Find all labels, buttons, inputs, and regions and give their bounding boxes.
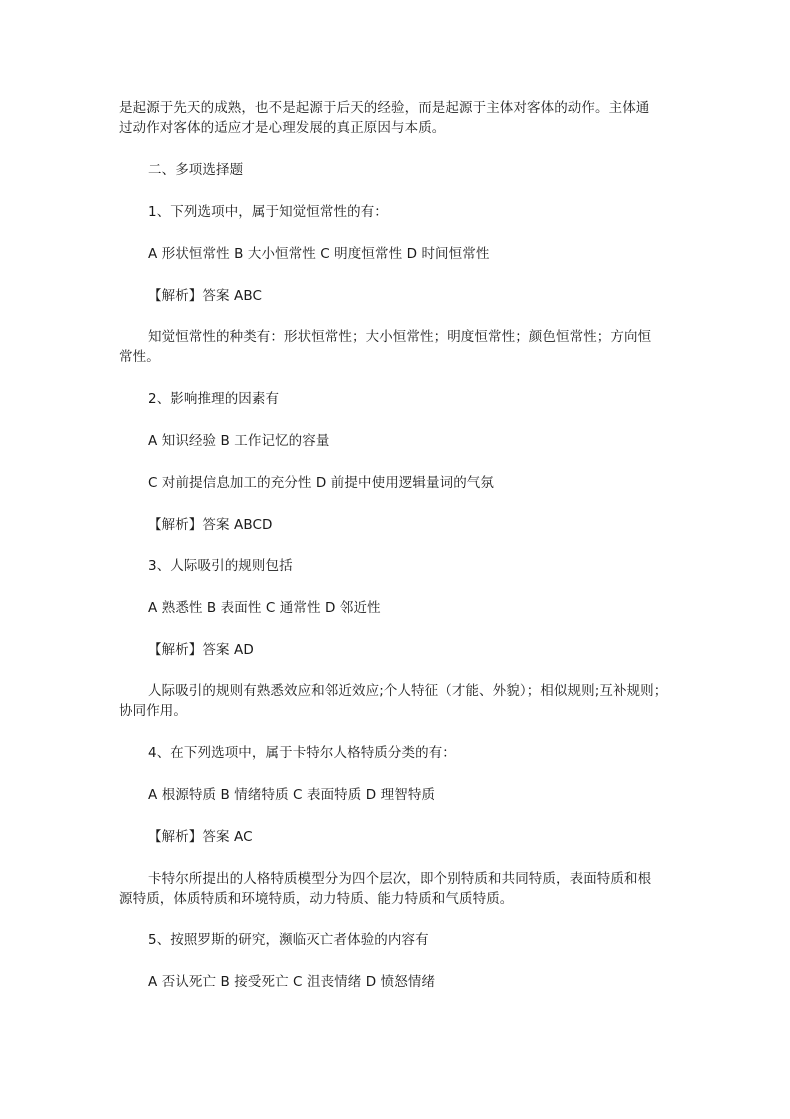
question-4-options: A 根源特质 B 情绪特质 C 表面特质 D 理智特质	[148, 787, 436, 803]
question-3-explanation: 人际吸引的规则有熟悉效应和邻近效应;个人特征（才能、外貌）；相似规则;互补规则；	[148, 683, 668, 699]
question-2: 2、影响推理的因素有	[148, 391, 280, 407]
body-text-line: 过动作对客体的适应才是心理发展的真正原因与本质。	[119, 120, 446, 136]
question-2-options-a-b: A 知识经验 B 工作记忆的容量	[148, 433, 330, 449]
question-4: 4、在下列选项中，属于卡特尔人格特质分类的有：	[148, 745, 456, 761]
question-2-answer: 【解析】答案 ABCD	[148, 517, 273, 533]
question-5: 5、按照罗斯的研究，濒临灭亡者体验的内容有	[148, 932, 429, 948]
question-2-options-c-d: C 对前提信息加工的充分性 D 前提中使用逻辑量词的气氛	[148, 475, 494, 491]
question-3-explanation-cont: 协同作用。	[119, 703, 187, 719]
question-1-options: A 形状恒常性 B 大小恒常性 C 明度恒常性 D 时间恒常性	[148, 246, 490, 262]
body-text-line: 是起源于先天的成熟，也不是起源于后天的经验，而是起源于主体对客体的动作。主体通	[119, 100, 650, 116]
question-4-explanation-cont: 源特质，体质特质和环境特质，动力特质、能力特质和气质特质。	[119, 891, 514, 907]
question-1-explanation-cont: 常性。	[119, 349, 160, 365]
question-1-explanation: 知觉恒常性的种类有：形状恒常性；大小恒常性；明度恒常性；颜色恒常性；方向恒	[148, 329, 652, 345]
question-3-answer: 【解析】答案 AD	[148, 642, 254, 658]
question-1: 1、下列选项中，属于知觉恒常性的有：	[148, 204, 388, 220]
question-5-options: A 否认死亡 B 接受死亡 C 沮丧情绪 D 愤怒情绪	[148, 974, 436, 990]
question-4-explanation: 卡特尔所提出的人格特质模型分为四个层次，即个别特质和共同特质，表面特质和根	[148, 871, 652, 887]
question-4-answer: 【解析】答案 AC	[148, 829, 253, 845]
question-3: 3、人际吸引的规则包括	[148, 558, 293, 574]
section-heading: 二、多项选择题	[148, 162, 244, 178]
question-3-options: A 熟悉性 B 表面性 C 通常性 D 邻近性	[148, 600, 381, 616]
question-1-answer: 【解析】答案 ABC	[148, 288, 262, 304]
